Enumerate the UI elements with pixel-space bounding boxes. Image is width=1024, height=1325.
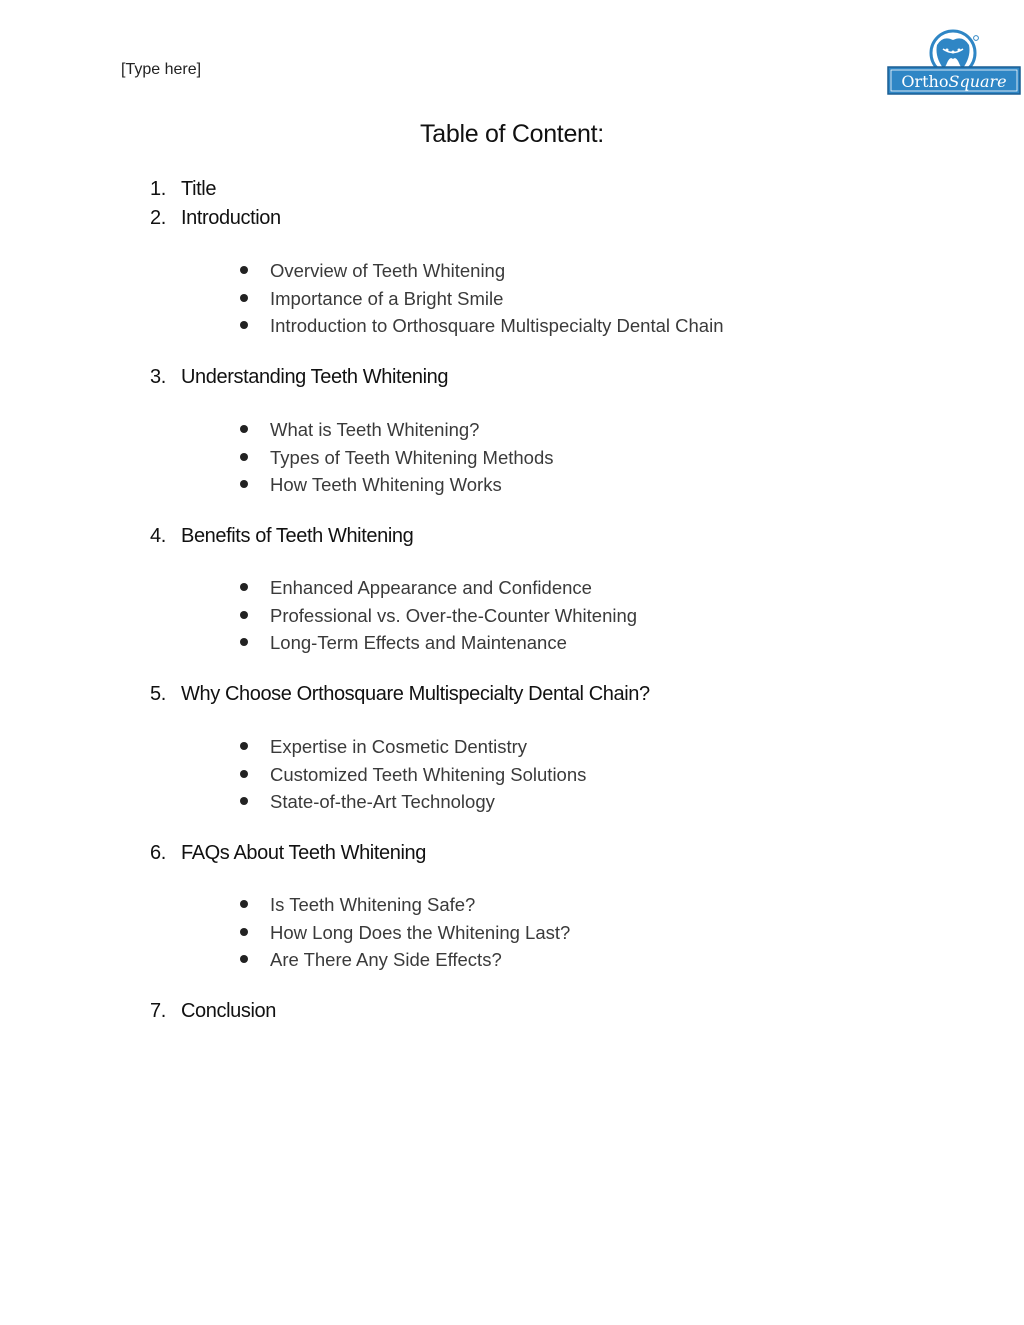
section-number: 1. xyxy=(150,178,166,200)
orthosquare-logo xyxy=(887,29,1021,96)
bullet-dot-icon xyxy=(240,266,248,274)
section-label: Conclusion xyxy=(181,1000,276,1022)
bullet-dot-icon xyxy=(240,900,248,908)
section-number: 6. xyxy=(150,842,166,864)
toc-bullet-item: How Long Does the Whitening Last? xyxy=(240,922,570,944)
section-label: FAQs About Teeth Whitening xyxy=(181,842,426,864)
section-number: 3. xyxy=(150,366,166,388)
bullet-dot-icon xyxy=(240,742,248,750)
toc-section-3 xyxy=(150,366,448,389)
bullet-dot-icon xyxy=(240,611,248,619)
toc-section-6 xyxy=(150,842,426,865)
toc-section-5 xyxy=(150,683,650,706)
toc-bullet-item: Are There Any Side Effects? xyxy=(240,949,502,971)
toc-bullet-item: Is Teeth Whitening Safe? xyxy=(240,894,475,916)
toc-section-1 xyxy=(150,178,216,201)
toc-bullet-item: Customized Teeth Whitening Solutions xyxy=(240,764,586,786)
section-number: 5. xyxy=(150,683,166,705)
bullet-dot-icon xyxy=(240,955,248,963)
section-number: 4. xyxy=(150,525,166,547)
section-number: 7. xyxy=(150,1000,166,1022)
section-label: Why Choose Orthosquare Multispecialty Dental Chain? xyxy=(181,683,650,705)
bullet-dot-icon xyxy=(240,638,248,646)
logo-text-square: Square xyxy=(948,72,1007,91)
toc-bullet-item: Overview of Teeth Whitening xyxy=(240,260,505,282)
toc-bullet-item: How Teeth Whitening Works xyxy=(240,474,502,496)
bullet-dot-icon xyxy=(240,453,248,461)
toc-bullet-item: Importance of a Bright Smile xyxy=(240,288,503,310)
bullet-dot-icon xyxy=(240,321,248,329)
bullet-dot-icon xyxy=(240,928,248,936)
bullet-dot-icon xyxy=(240,797,248,805)
toc-bullet-item: Types of Teeth Whitening Methods xyxy=(240,447,554,469)
toc-bullet-item: What is Teeth Whitening? xyxy=(240,419,479,441)
section-label: Title xyxy=(181,178,217,200)
toc-bullet-item: Long-Term Effects and Maintenance xyxy=(240,632,567,654)
bullet-dot-icon xyxy=(240,480,248,488)
bullet-dot-icon xyxy=(240,583,248,591)
toc-section-2 xyxy=(150,207,281,230)
header-placeholder-text: [Type here] xyxy=(121,61,202,78)
toc-bullet-item: Professional vs. Over-the-Counter Whitening xyxy=(240,605,637,627)
toc-section-7 xyxy=(150,1000,276,1023)
section-label: Introduction xyxy=(181,207,281,229)
svg-text:OrthoSquare xyxy=(901,72,1006,91)
section-number: 2. xyxy=(150,207,166,229)
bullet-dot-icon xyxy=(240,294,248,302)
toc-bullet-item: Expertise in Cosmetic Dentistry xyxy=(240,736,527,758)
bullet-dot-icon xyxy=(240,770,248,778)
logo-text-ortho: Ortho xyxy=(901,72,949,91)
toc-title: Table of Content: xyxy=(420,120,604,148)
toc-bullet-item: Enhanced Appearance and Confidence xyxy=(240,577,592,599)
toc-bullet-item: Introduction to Orthosquare Multispecialty Dental Chain xyxy=(240,315,724,337)
section-label: Benefits of Teeth Whitening xyxy=(181,525,414,547)
toc-section-4 xyxy=(150,525,413,548)
toc-bullet-item: State-of-the-Art Technology xyxy=(240,791,495,813)
section-label: Understanding Teeth Whitening xyxy=(181,366,449,388)
bullet-dot-icon xyxy=(240,425,248,433)
